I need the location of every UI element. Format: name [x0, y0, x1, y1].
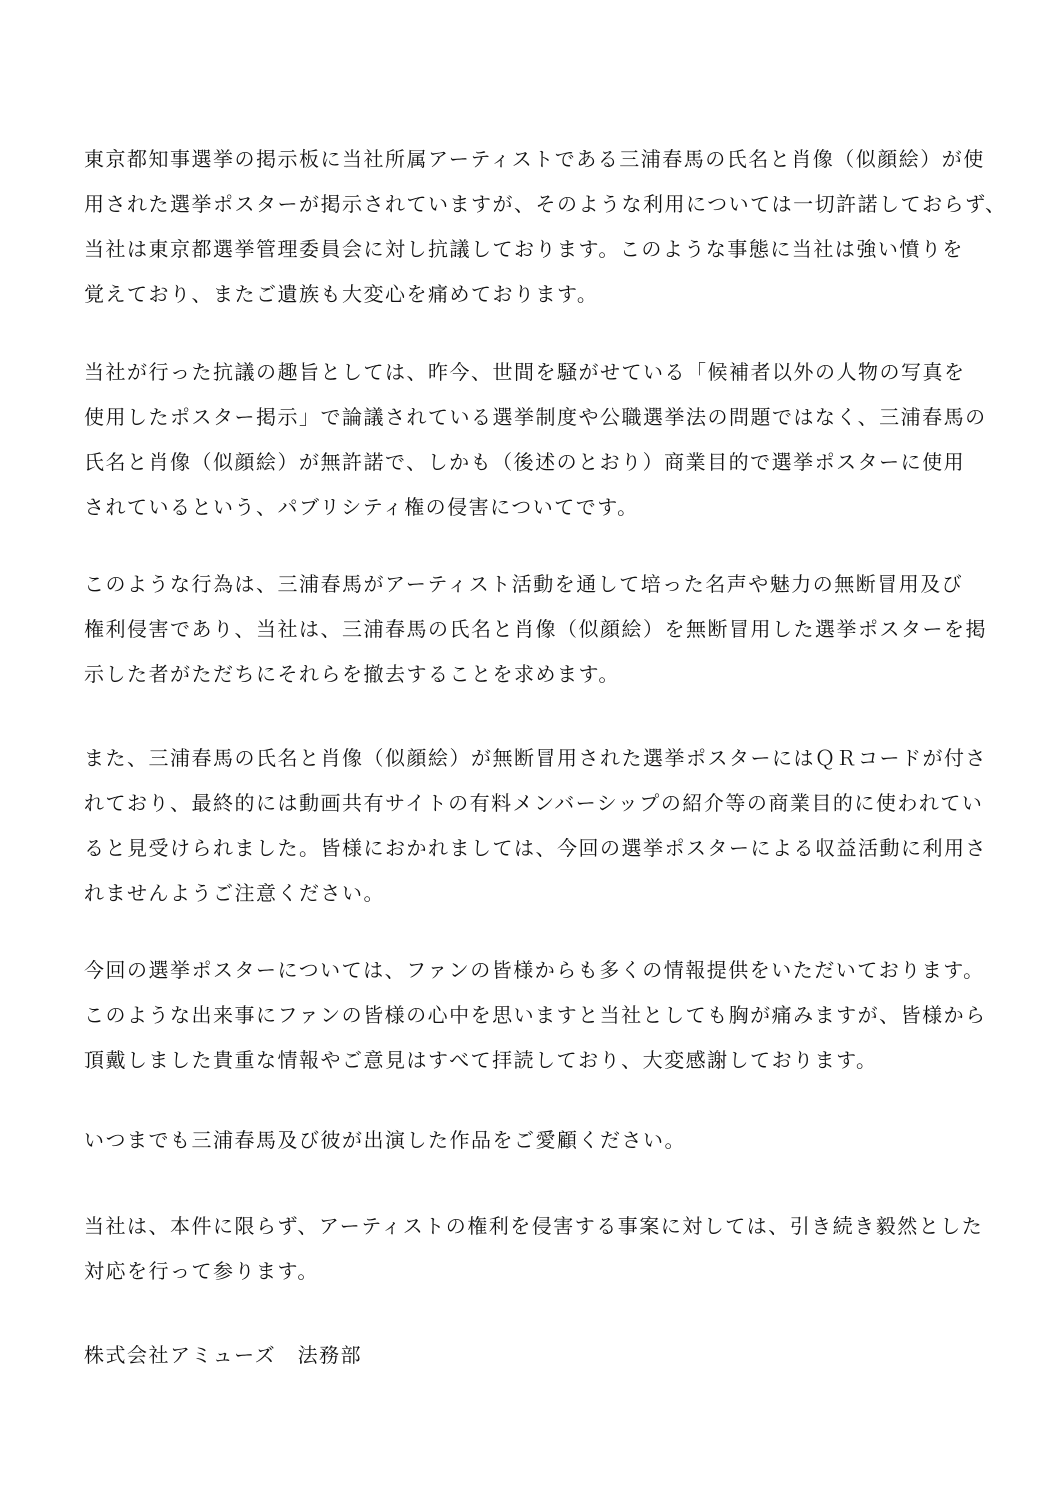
paragraph-line: れており、最終的には動画共有サイトの有料メンバーシップの紹介等の商業目的に使われてい	[84, 791, 984, 815]
paragraph-line: ると見受けられました。皆様におかれましては、今回の選挙ポスターによる収益活動に利用さ	[84, 836, 987, 860]
paragraph-line: されているという、パブリシティ権の侵害についてです。	[84, 495, 639, 519]
paragraph-line: このような行為は、三浦春馬がアーティスト活動を通して培った名声や魅力の無断冒用及び	[84, 572, 964, 596]
signature-block	[84, 1333, 984, 1378]
paragraph-1	[84, 137, 1007, 317]
paragraph-line: 頂戴しました貴重な情報やご意見はすべて拝読しており、大変感謝しております。	[84, 1048, 878, 1072]
paragraph-line: いつまでも三浦春馬及び彼が出演した作品をご愛顧ください。	[84, 1128, 686, 1152]
paragraph-line: このような出来事にファンの皆様の心中を思いますと当社としても胸が痛みますが、皆様から	[84, 1003, 987, 1027]
paragraph-line: 当社は東京都選挙管理委員会に対し抗議しております。このような事態に当社は強い憤りを	[84, 237, 964, 261]
paragraph-4	[84, 736, 987, 916]
paragraph-line: 当社が行った抗議の趣旨としては、昨今、世間を騒がせている「候補者以外の人物の写真を	[84, 360, 966, 384]
paragraph-6	[84, 1118, 984, 1163]
paragraph-line: 示した者がただちにそれらを撤去することを求めます。	[84, 662, 620, 686]
paragraph-5	[84, 948, 987, 1083]
paragraph-line: 東京都知事選挙の掲示板に当社所属アーティストである三浦春馬の氏名と肖像（似顔絵）が使	[84, 147, 985, 171]
signature: 株式会社アミューズ 法務部	[84, 1343, 363, 1367]
paragraph-line: 覚えており、またご遺族も大変心を痛めております。	[84, 282, 599, 306]
paragraph-line: 対応を行って参ります。	[84, 1259, 319, 1283]
paragraph-line: 用された選挙ポスターが掲示されていますが、そのような利用については一切許諾しておらず、	[84, 192, 1007, 216]
paragraph-3	[84, 562, 987, 697]
paragraph-line: 権利侵害であり、当社は、三浦春馬の氏名と肖像（似顔絵）を無断冒用した選挙ポスターを掲	[84, 617, 987, 641]
paragraph-7	[84, 1204, 984, 1294]
paragraph-line: れませんようご注意ください。	[84, 881, 385, 905]
paragraph-line: 使用したポスター掲示」で論議されている選挙制度や公職選挙法の問題ではなく、三浦春馬の	[84, 405, 987, 429]
paragraph-2	[84, 350, 987, 530]
paragraph-line: 氏名と肖像（似顔絵）が無許諾で、しかも（後述のとおり）商業目的で選挙ポスターに使用	[84, 450, 966, 474]
paragraph-line: 当社は、本件に限らず、アーティストの権利を侵害する事案に対しては、引き続き毅然とした	[84, 1214, 984, 1238]
paragraph-line: また、三浦春馬の氏名と肖像（似顔絵）が無断冒用された選挙ポスターにはＱＲコードが付さ	[84, 746, 987, 770]
paragraph-line: 今回の選挙ポスターについては、ファンの皆様からも多くの情報提供をいただいております。	[84, 958, 985, 982]
